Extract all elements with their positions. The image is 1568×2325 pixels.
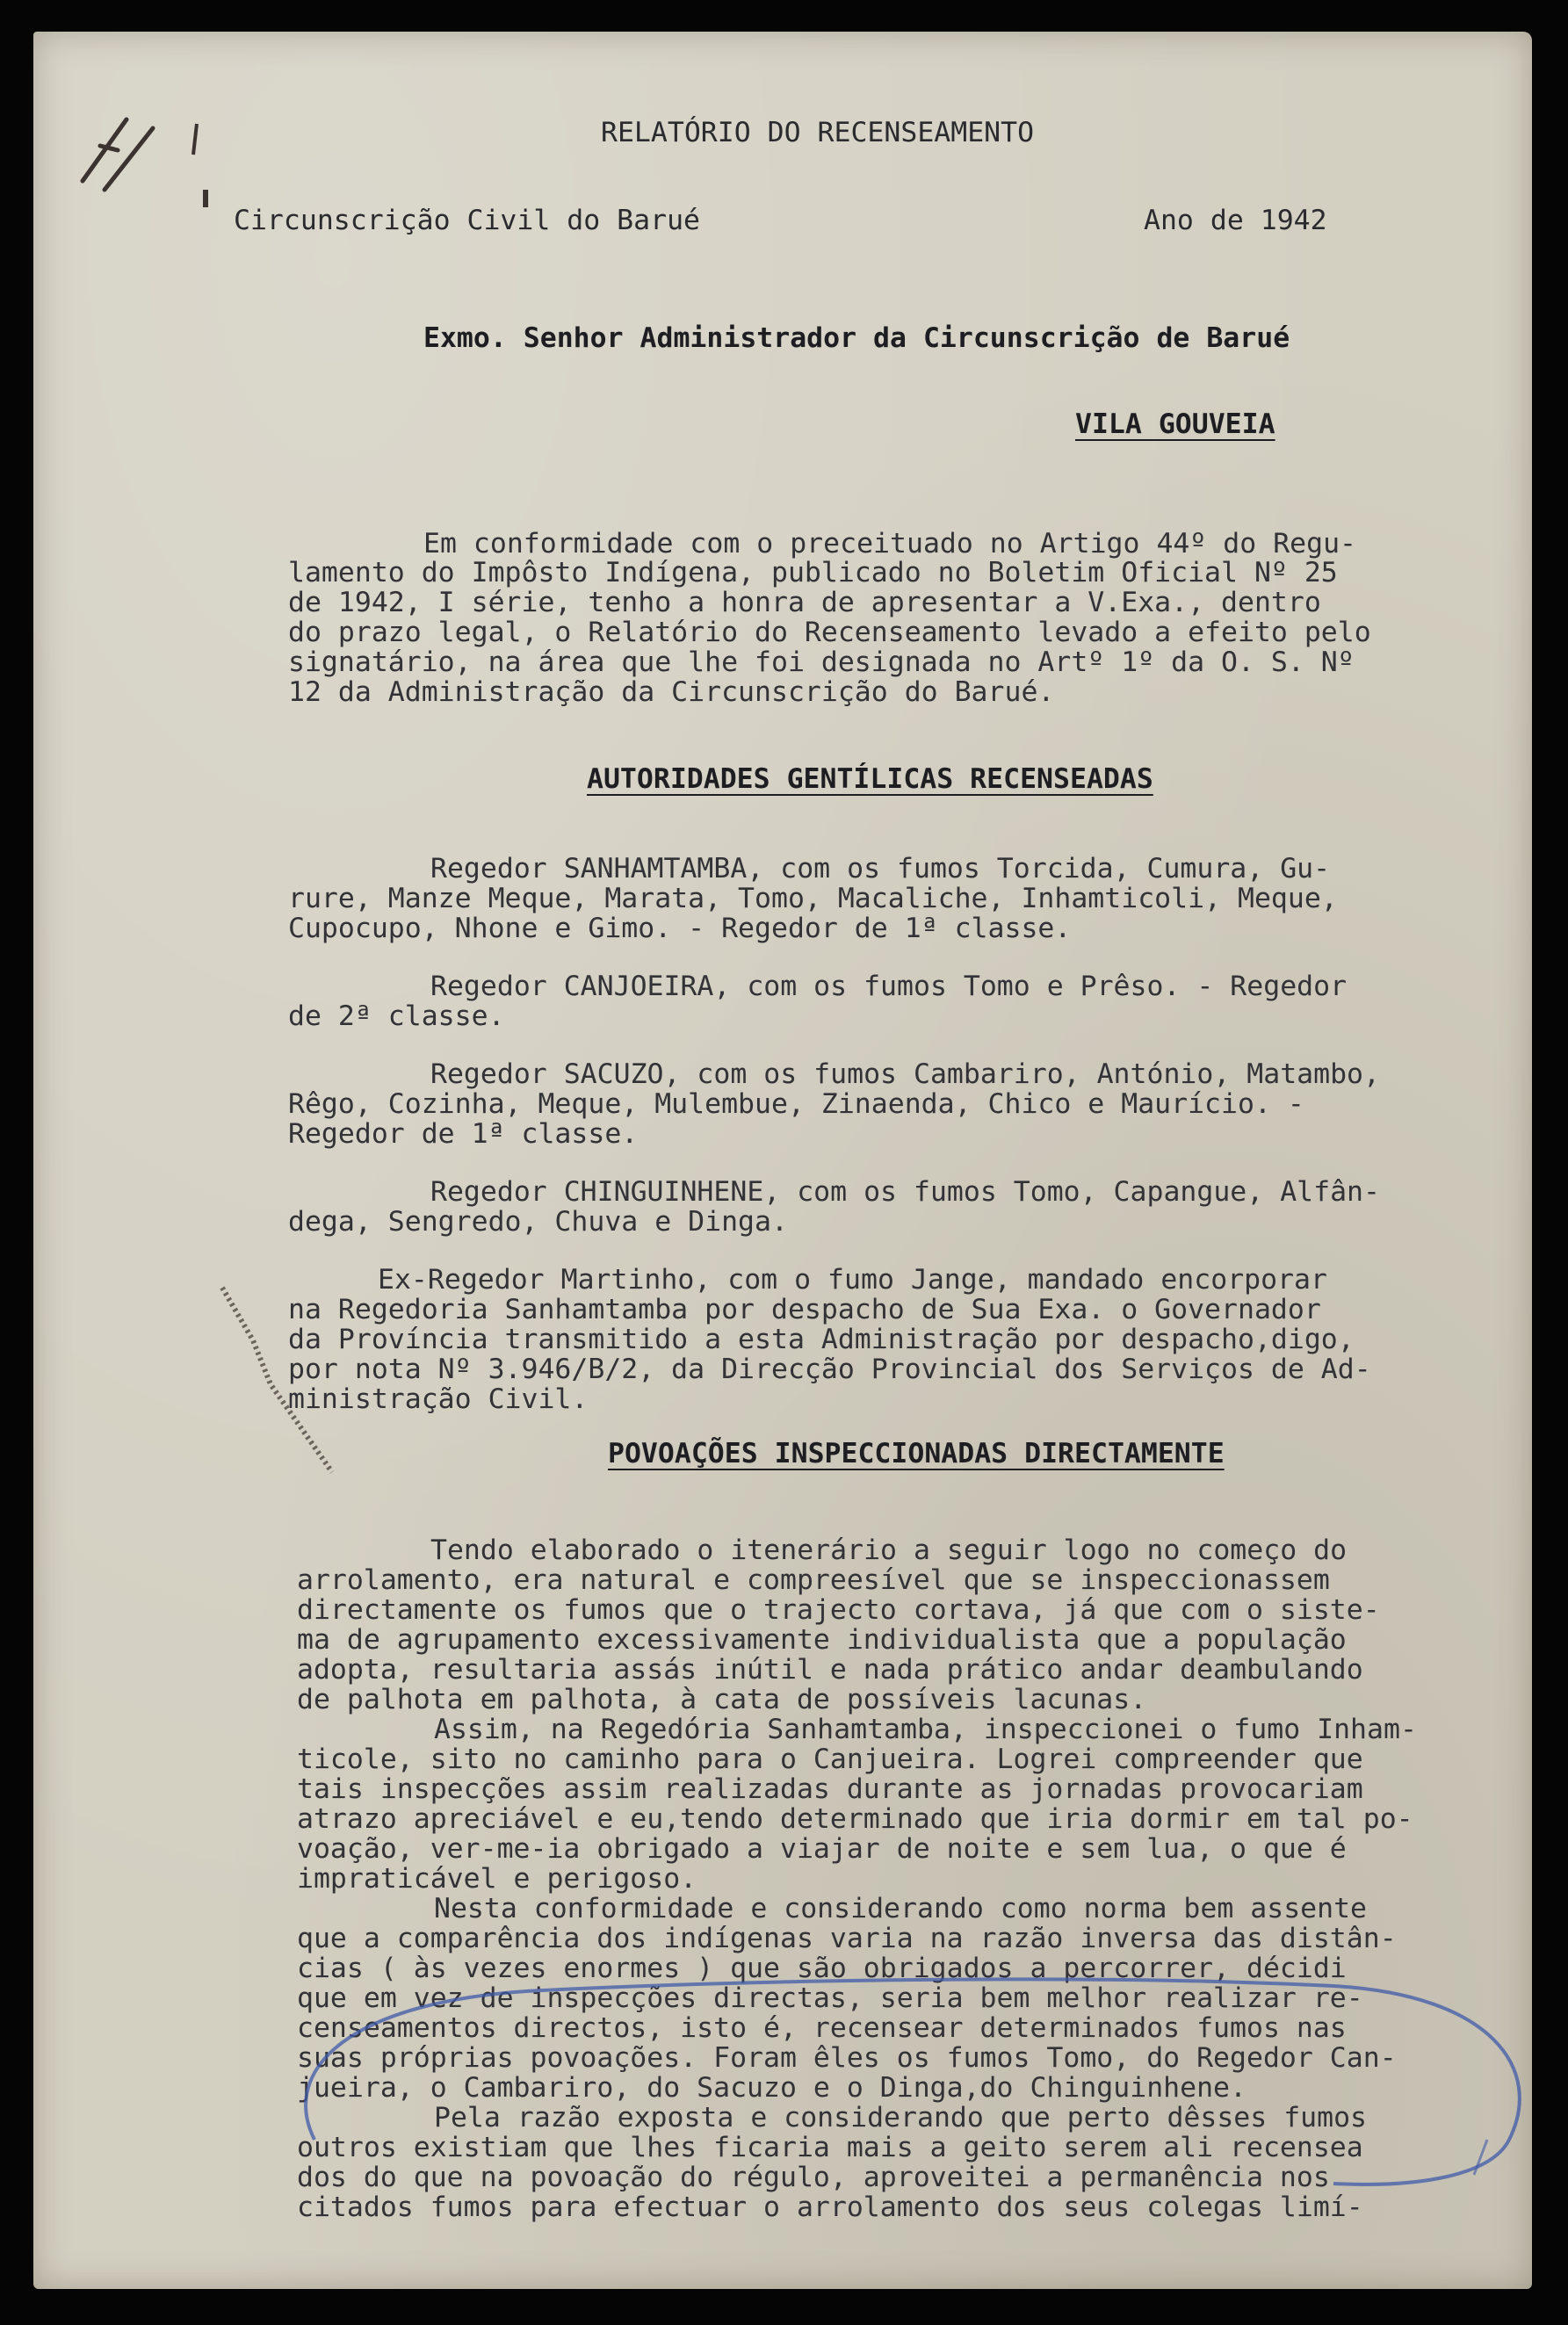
authority-line: de 2ª classe. (288, 1000, 505, 1032)
document-title: RELATÓRIO DO RECENSEAMENTO (601, 117, 1035, 148)
villages-line: outros existiam que lhes ficaria mais a geito serem ali recensea (297, 2132, 1363, 2163)
villages-line: que a comparência dos indígenas varia na razão inversa das distân- (297, 1923, 1397, 1954)
report-year: Ano de 1942 (1144, 205, 1327, 236)
villages-line: jueira, o Cambariro, do Sacuzo e o Dinga,do Chinguinhene. (297, 2072, 1246, 2104)
authority-line: por nota Nº 3.946/B/2, da Direcção Provincial dos Serviços de Ad- (288, 1354, 1371, 1385)
villages-line: que em vez de inspecções directas, seria bem melhor realizar re- (297, 1982, 1363, 2014)
place-heading: VILA GOUVEIA (1075, 408, 1275, 440)
villages-line: suas próprias povoações. Foram êles os fumos Tomo, do Regedor Can- (297, 2042, 1397, 2074)
authority-line: Regedor SANHAMTAMBA, com os fumos Torcida, Cumura, Gu- (430, 853, 1331, 885)
authority-line: na Regedoria Sanhamtamba por despacho de Sua Exa. o Governador (288, 1294, 1321, 1325)
villages-line: censeamentos directos, isto é, recensear determinados fumos nas (297, 2012, 1347, 2044)
authority-line: Ex-Regedor Martinho, com o fumo Jange, mandado encorporar (378, 1264, 1327, 1296)
authority-line: Rêgo, Cozinha, Meque, Mulembue, Zinaenda, Chico e Maurício. - (288, 1088, 1304, 1120)
villages-line: Nesta conformidade e considerando como norma bem assente (434, 1893, 1368, 1924)
pencil-annotation-mark (65, 84, 241, 207)
intro-line: de 1942, I série, tenho a honra de apresentar a V.Exa., dentro (288, 587, 1321, 618)
villages-line: atrazo apreciável e eu,tendo determinado que iria dormir em tal po- (297, 1803, 1413, 1835)
authority-line: Cupocupo, Nhone e Gimo. - Regedor de 1ª classe. (288, 913, 1072, 944)
authority-line: dega, Sengredo, Chuva e Dinga. (288, 1206, 788, 1238)
villages-line: voação, ver-me-ia obrigado a viajar de noite e sem lua, o que é (297, 1833, 1347, 1865)
villages-line: arrolamento, era natural e compreesível que se inspeccionassem (297, 1564, 1330, 1596)
authority-line: Regedor de 1ª classe. (288, 1118, 639, 1150)
villages-line: Tendo elaborado o itenerário a seguir logo no começo do (430, 1534, 1348, 1566)
intro-line: lamento do Impôsto Indígena, publicado no Boletim Oficial Nº 25 (288, 557, 1338, 588)
villages-line: directamente os fumos que o trajecto cortava, já que com o siste- (297, 1594, 1380, 1626)
authority-line: Regedor SACUZO, com os fumos Cambariro, António, Matambo, (430, 1058, 1380, 1090)
intro-line: signatário, na área que lhe foi designada no Artº 1º da O. S. Nº (288, 646, 1355, 678)
blue-stamp-ring (279, 1964, 1553, 2201)
authority-line: da Província transmitido a esta Administração por despacho,digo, (288, 1324, 1355, 1355)
staple-hole-mark (218, 1279, 376, 1481)
addressee-line: Exmo. Senhor Administrador da Circunscrição de Barué (423, 322, 1290, 354)
villages-line: citados fumos para efectuar o arrolamento dos seus colegas limí- (297, 2191, 1363, 2223)
villages-line: ma de agrupamento excessivamente individualista que a população (297, 1624, 1347, 1656)
intro-line: 12 da Administração da Circunscrição do Barué. (288, 676, 1055, 708)
villages-line: ticole, sito no caminho para o Canjueira. Logrei compreender que (297, 1744, 1363, 1775)
villages-line: Assim, na Regedória Sanhamtamba, inspeccionei o fumo Inham- (434, 1714, 1417, 1745)
villages-line: impraticável e perigoso. (297, 1863, 697, 1895)
villages-line: Pela razão exposta e considerando que perto dêsses fumos (434, 2102, 1368, 2134)
villages-line: dos do que na povoação do régulo, aproveitei a permanência nos (297, 2162, 1330, 2193)
villages-line: cias ( às vezes enormes ) que são obrigados a percorrer, décidi (297, 1953, 1347, 1984)
villages-line: adopta, resultaria assás inútil e nada prático andar deambulando (297, 1654, 1363, 1686)
intro-line: Em conformidade com o preceituado no Artigo 44º do Regu- (423, 528, 1357, 560)
authority-line: Regedor CHINGUINHENE, com os fumos Tomo, Capangue, Alfân- (430, 1176, 1380, 1208)
authority-line: rure, Manze Meque, Marata, Tomo, Macaliche, Inhamticoli, Meque, (288, 883, 1338, 914)
villages-line: tais inspecções assim realizadas durante as jornadas provocariam (297, 1773, 1363, 1805)
circumscription-label: Circunscrição Civil do Barué (234, 205, 701, 236)
authorities-section-heading: AUTORIDADES GENTÍLICAS RECENSEADAS (587, 763, 1153, 795)
authority-line: ministração Civil. (288, 1383, 589, 1415)
document-page (33, 32, 1532, 2289)
intro-line: do prazo legal, o Relatório do Recenseamento levado a efeito pelo (288, 617, 1371, 648)
villages-line: de palhota em palhota, à cata de possíveis lacunas. (297, 1684, 1147, 1715)
villages-section-heading: POVOAÇÕES INSPECCIONADAS DIRECTAMENTE (608, 1438, 1225, 1469)
authority-line: Regedor CANJOEIRA, com os fumos Tomo e Prêso. - Regedor (430, 971, 1348, 1002)
